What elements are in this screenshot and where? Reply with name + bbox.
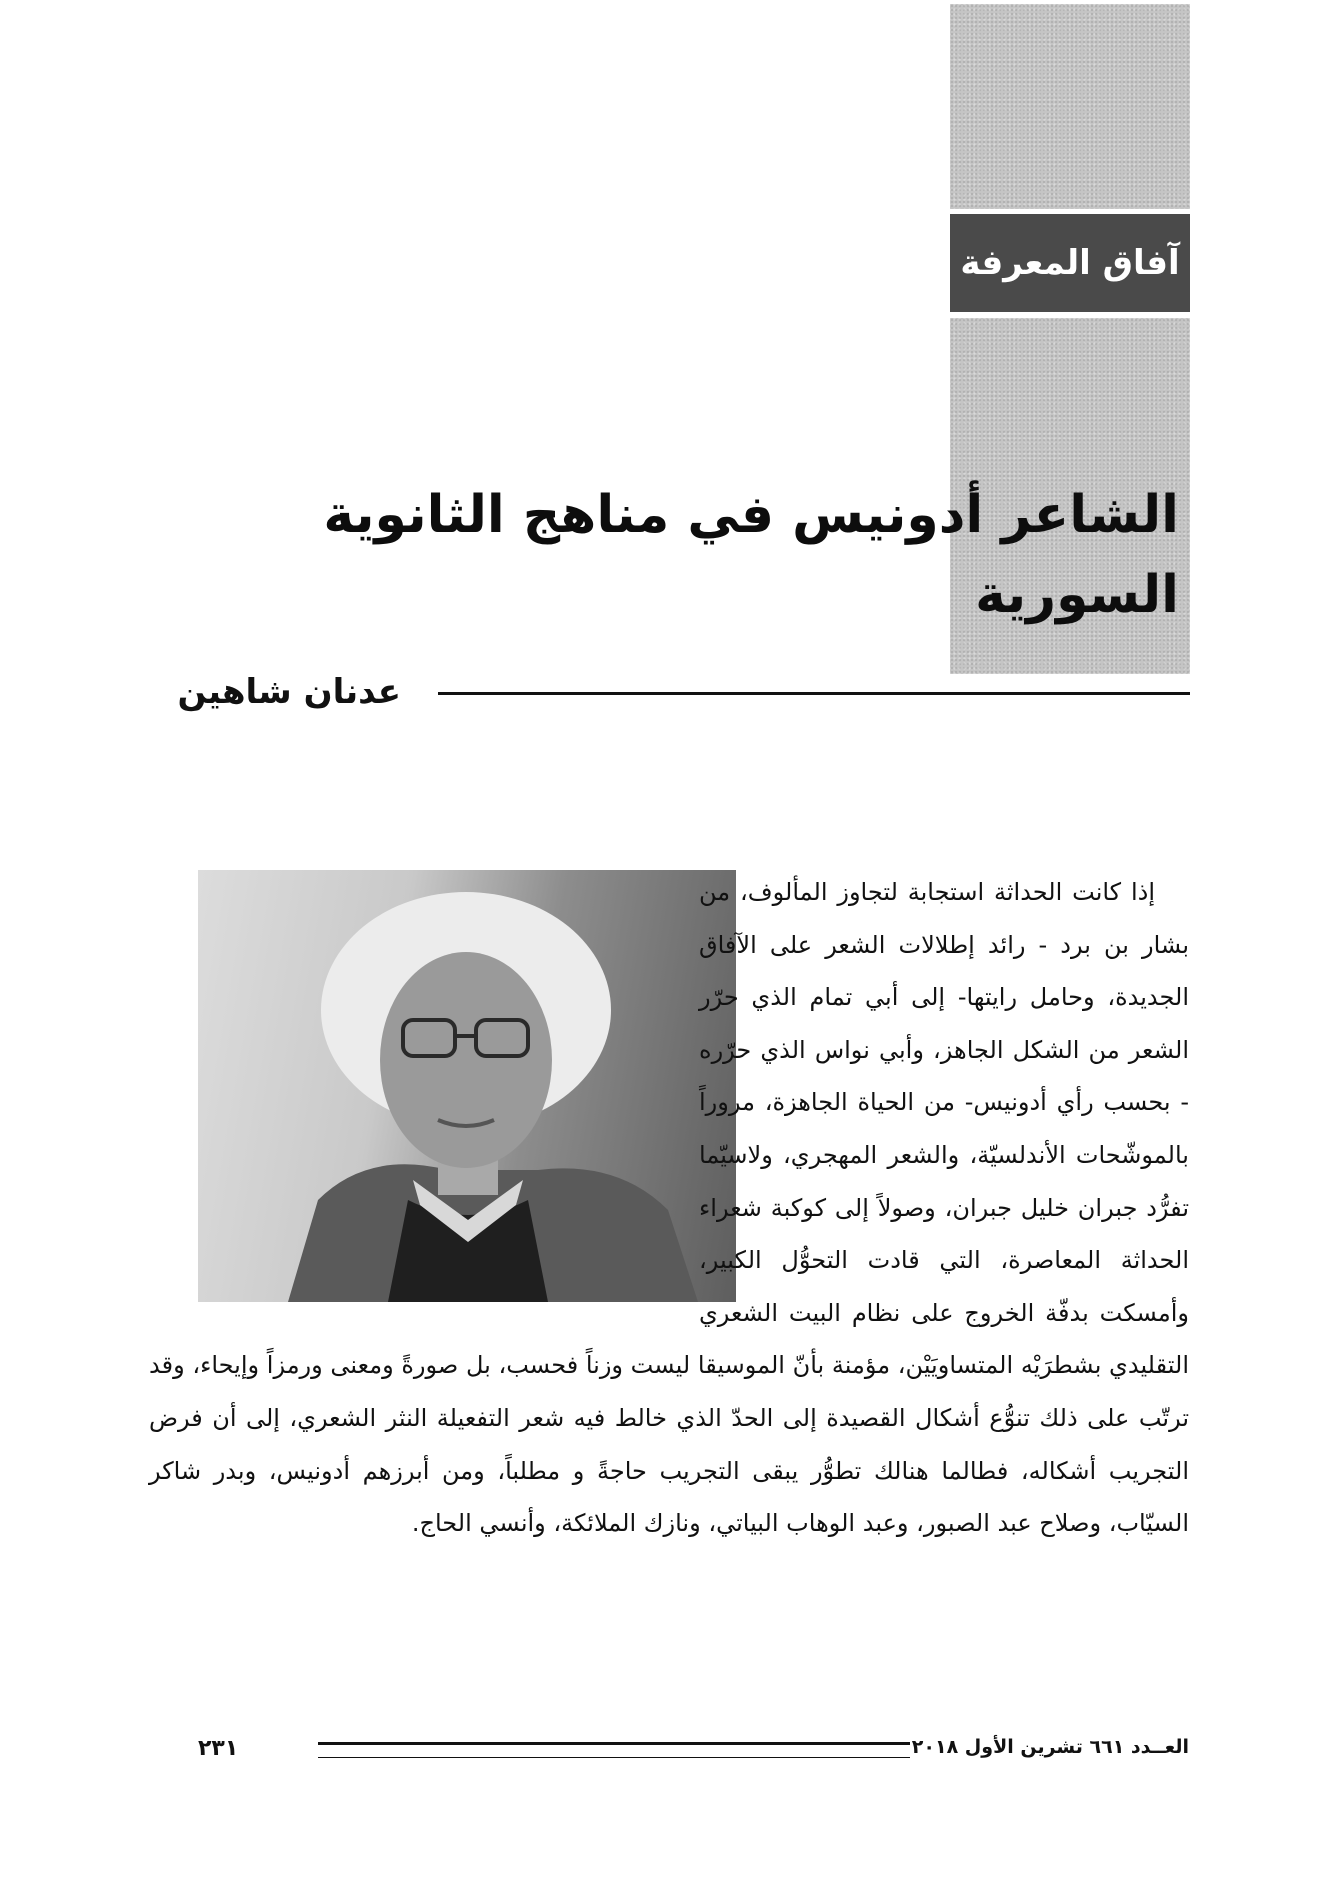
article-title: الشاعر أدونيس في مناهج الثانوية السورية bbox=[323, 484, 1179, 625]
footer-rule bbox=[318, 1742, 910, 1758]
body-paragraph: إذا كانت الحداثة استجابة لتجاوز المألوف، من بشار بن برد - رائد إطلالات الشعر على الآفاق الجديدة، وحامل رايتها- إلى أبي تمام الذي حرّر الشعر من الشكل الجاهز، وأبي نواس الذي حرّره - بحسب رأي أدونيس- من الحياة الجاهزة، مروراً بالموشّحات الأندلسيّة، والشعر المهجري، ولاسيّما تفرُّد جبران خليل جبران، وصولاً إلى كوكبة شعراء الحداثة المعاصرة، التي قادت التحوُّل الكبير، وأمسكت بدفّة الخروج على نظام البيت الشعري التقليدي بشطرَيْه المتساويَيْن، مؤمنة بأنّ الموسيقا ليست وزناً فحسب، بل صورةً ومعنى ورمزاً وإيحاء، وقد ترتّب على ذلك تنوُّع أشكال القصيدة إلى الحدّ الذي خالط فيه شعر التفعيلة النثر الشعري، إلى أن فرض التجريب أشكاله، فطالما هنالك تطوُّر يبقى التجريب حاجةً و مطلباً، ومن أبرزهم أدونيس، وبدر شاكر السيّاب، وصلاح عبد الصبور، وعبد الوهاب البياتي، ونازك الملائكة، وأنسي الحاج. bbox=[149, 878, 1189, 1538]
header-texture-top bbox=[950, 4, 1190, 209]
article-body bbox=[149, 866, 1189, 1550]
author-rule bbox=[438, 692, 1190, 695]
photo-wrap-space bbox=[149, 866, 699, 1304]
issue-info: العــدد ٦٦١ تشرين الأول ٢٠١٨ bbox=[911, 1736, 1189, 1758]
page-number: ٢٣١ bbox=[198, 1736, 239, 1761]
author-name: عدنان شاهين bbox=[177, 672, 401, 712]
section-label: آفاق المعرفة bbox=[950, 214, 1190, 312]
